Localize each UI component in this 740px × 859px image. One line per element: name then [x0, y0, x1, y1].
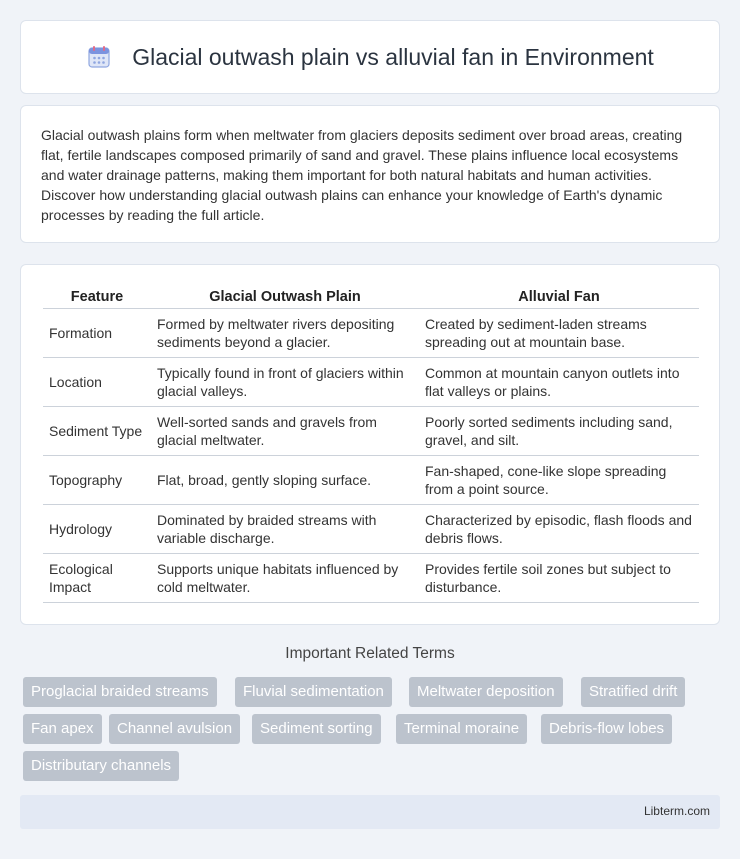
tag-terminal-moraine[interactable]: Terminal moraine: [396, 714, 527, 744]
glacial-cell: Formed by meltwater rivers depositing sediments beyond a glacier.: [151, 309, 419, 358]
alluvial-cell: Characterized by episodic, flash floods and debris flows.: [419, 505, 699, 554]
comparison-table: [43, 286, 699, 603]
header-card: [20, 20, 720, 94]
tag-distributary-channels[interactable]: Distributary channels: [23, 751, 179, 781]
table-row: [43, 554, 699, 603]
tag-debris-flow-lobes[interactable]: Debris-flow lobes: [541, 714, 672, 744]
glacial-cell: Well-sorted sands and gravels from glacial meltwater.: [151, 407, 419, 456]
comparison-card: [20, 264, 720, 625]
tag-fan-apex[interactable]: Fan apex: [23, 714, 102, 744]
feature-cell: Location: [43, 358, 151, 407]
intro-text: Glacial outwash plains form when meltwater from glaciers deposits sediment over broad areas, creating flat, fertile landscapes composed primarily of sand and gravel. These plains influence local ecosystems and water drainage patterns, making them important for both natural habitats and human activities. Discover how understanding glacial outwash plains can enhance your knowledge of Earth's dynamic processes by reading the full article.: [41, 127, 683, 223]
alluvial-cell: Created by sediment-laden streams spreading out at mountain base.: [419, 309, 699, 358]
feature-cell: Hydrology: [43, 505, 151, 554]
header-alluvial: Alluvial Fan: [419, 286, 699, 309]
footer-brand[interactable]: Libterm.com: [643, 804, 710, 818]
table-row: [43, 358, 699, 407]
tag-channel-avulsion[interactable]: Channel avulsion: [109, 714, 240, 744]
glacial-cell: Supports unique habitats influenced by cold meltwater.: [151, 554, 419, 603]
footer: [20, 795, 720, 829]
alluvial-cell: Common at mountain canyon outlets into flat valleys or plains.: [419, 358, 699, 407]
tag-stratified-drift[interactable]: Stratified drift: [581, 677, 685, 707]
tag-sediment-sorting[interactable]: Sediment sorting: [252, 714, 381, 744]
header-glacial: Glacial Outwash Plain: [151, 286, 419, 309]
glacial-cell: Dominated by braided streams with variable discharge.: [151, 505, 419, 554]
feature-cell: Topography: [43, 456, 151, 505]
table-row: [43, 407, 699, 456]
feature-cell: Sediment Type: [43, 407, 151, 456]
table-row: [43, 505, 699, 554]
table-row: [43, 456, 699, 505]
glacial-cell: Flat, broad, gently sloping surface.: [151, 456, 419, 505]
glacial-cell: Typically found in front of glaciers within glacial valleys.: [151, 358, 419, 407]
feature-cell: Ecological Impact: [43, 554, 151, 603]
related-terms-title: Important Related Terms: [285, 645, 455, 662]
alluvial-cell: Provides fertile soil zones but subject to disturbance.: [419, 554, 699, 603]
calendar-icon: [86, 44, 112, 70]
tag-proglacial-braided-streams[interactable]: Proglacial braided streams: [23, 677, 217, 707]
tag-meltwater-deposition[interactable]: Meltwater deposition: [409, 677, 563, 707]
feature-cell: Formation: [43, 309, 151, 358]
table-row: [43, 309, 699, 358]
alluvial-cell: Poorly sorted sediments including sand, gravel, and silt.: [419, 407, 699, 456]
alluvial-cell: Fan-shaped, cone-like slope spreading from a point source.: [419, 456, 699, 505]
page-title: Glacial outwash plain vs alluvial fan in Environment: [132, 43, 654, 70]
intro-card: [20, 105, 720, 243]
tag-fluvial-sedimentation[interactable]: Fluvial sedimentation: [235, 677, 392, 707]
table-header-row: [43, 286, 699, 309]
header-feature: Feature: [43, 286, 151, 309]
